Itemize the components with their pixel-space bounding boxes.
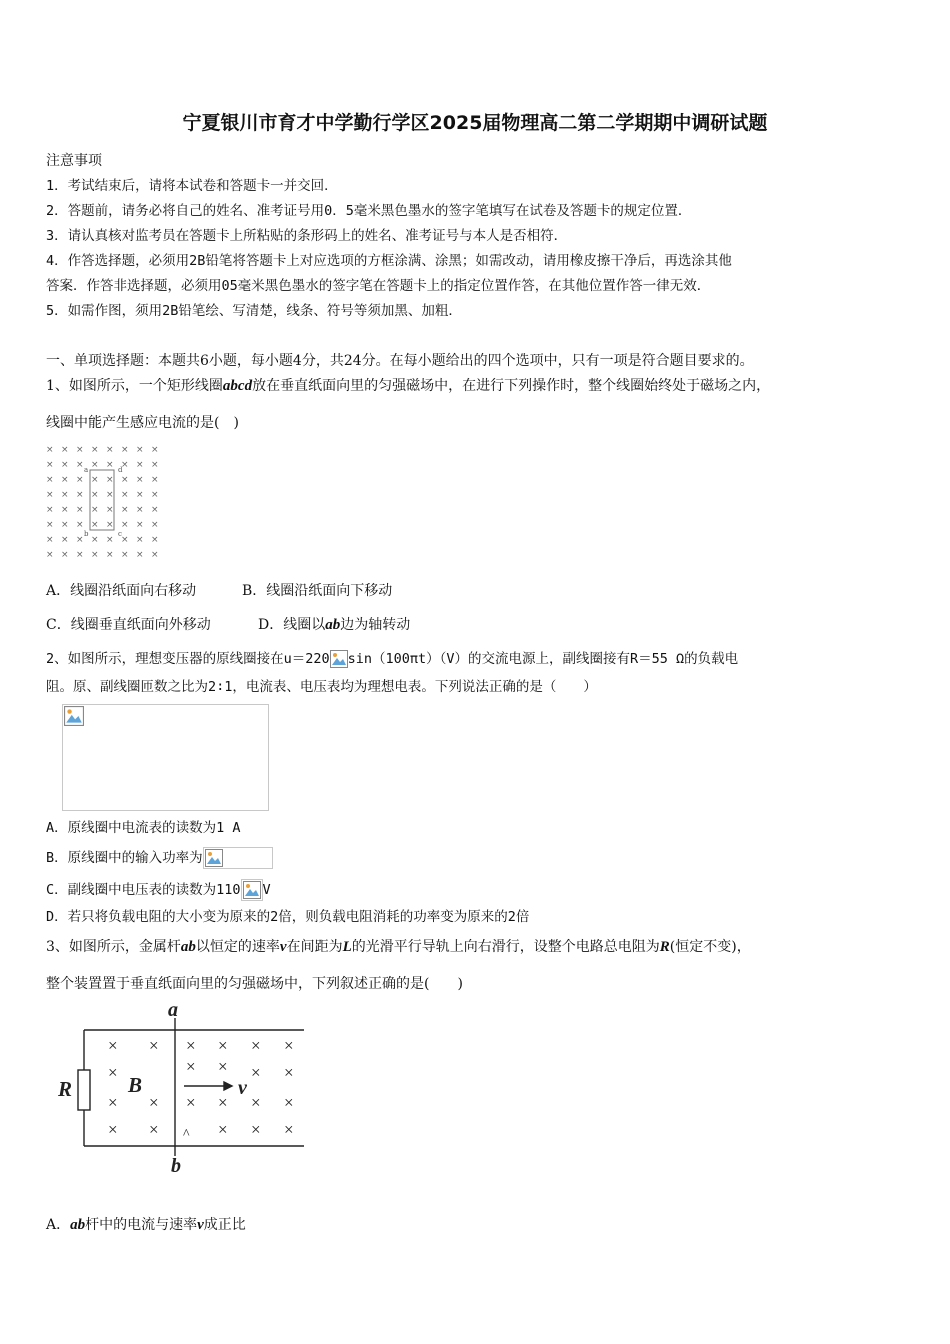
field-cross: × [151, 445, 159, 455]
broken-image-icon [205, 849, 223, 867]
notice-item-5: 5．如需作图，须用2B铅笔绘、写清楚，线条、符号等须加黑、加粗． [46, 303, 462, 319]
field-cross: × [136, 520, 144, 530]
field-cross: × [91, 445, 99, 455]
q2-option-a: A．原线圈中电流表的读数为1 A [46, 820, 241, 836]
field-cross: × [76, 475, 84, 485]
field-cross: × [91, 505, 99, 515]
notice-item-4: 4．作答选择题，必须用2B铅笔将答题卡上对应选项的方框涂满、涂黑；如需改动，请用橡皮擦干净后，再选涂其他 [46, 253, 732, 269]
field-cross: × [136, 475, 144, 485]
field-cross: × [284, 1036, 294, 1055]
q3-caret: ^ [183, 1127, 190, 1142]
field-cross: × [108, 1093, 118, 1112]
field-cross: × [151, 460, 159, 470]
q1-stem-line2: 线圈中能产生感应电流的是( ) [46, 415, 239, 431]
field-cross: × [61, 550, 69, 560]
q3-label-v: v [238, 1077, 247, 1099]
q1-label-d: d [118, 466, 123, 474]
q3-label-b: b [171, 1155, 181, 1177]
field-cross: × [218, 1057, 228, 1076]
field-cross: × [61, 445, 69, 455]
field-cross: × [108, 1063, 118, 1082]
field-cross: × [136, 505, 144, 515]
field-cross: × [91, 550, 99, 560]
field-cross: × [121, 520, 129, 530]
field-cross: × [121, 445, 129, 455]
q1-option-b: B．线圈沿纸面向下移动 [242, 583, 393, 599]
q1-label-c: c [118, 530, 122, 538]
field-cross: × [76, 520, 84, 530]
q2-option-b-image [203, 847, 273, 869]
q3-stem: 3、如图所示，金属杆ab以恒定的速率v在间距为L的光滑平行导轨上向右滑行，设整个电路总电阻为R(恒定不变)， [46, 939, 751, 955]
field-cross: × [76, 460, 84, 470]
field-cross: × [61, 490, 69, 500]
field-cross: × [76, 550, 84, 560]
field-cross: × [151, 475, 159, 485]
field-cross: × [106, 460, 114, 470]
field-cross: × [106, 520, 114, 530]
q3-label-R: R [58, 1077, 73, 1101]
field-cross: × [61, 535, 69, 545]
field-cross: × [186, 1093, 196, 1112]
field-cross: × [218, 1120, 228, 1139]
field-cross: × [251, 1036, 261, 1055]
field-cross: × [46, 505, 54, 515]
field-cross: × [121, 490, 129, 500]
field-cross: × [136, 490, 144, 500]
field-cross: × [46, 460, 54, 470]
page-title: 宁夏银川市育才中学勤行学区2025届物理高二第二学期期中调研试题 [182, 112, 768, 134]
field-cross: × [46, 490, 54, 500]
field-cross: × [61, 505, 69, 515]
field-cross: × [91, 520, 99, 530]
field-cross: × [136, 445, 144, 455]
section-heading: 一、单项选择题：本题共6小题，每小题4分，共24分。在每小题给出的四个选项中，只有一项是符合题目要求的。 [46, 353, 754, 369]
notice-item-2: 2．答题前，请务必将自己的姓名、准考证号用0．5毫米黑色墨水的签字笔填写在试卷及答题卡的规定位置． [46, 203, 692, 219]
field-cross: × [151, 535, 159, 545]
field-cross: × [106, 550, 114, 560]
broken-image-icon [243, 881, 261, 899]
field-cross: × [149, 1120, 159, 1139]
notice-heading: 注意事项 [46, 153, 102, 169]
q1-stem: 1、如图所示，一个矩形线圈abcd放在垂直纸面向里的匀强磁场中，在进行下列操作时，整个线圈始终处于磁场之内， [46, 378, 771, 394]
q1-option-c: C．线圈垂直纸面向外移动 [46, 617, 211, 633]
field-cross: × [136, 535, 144, 545]
field-cross: × [91, 475, 99, 485]
broken-image-icon [64, 706, 84, 726]
field-cross: × [121, 475, 129, 485]
field-cross: × [136, 460, 144, 470]
field-cross: × [76, 535, 84, 545]
field-cross: × [186, 1057, 196, 1076]
field-cross: × [61, 520, 69, 530]
field-cross: × [106, 505, 114, 515]
q3-option-a: A．ab杆中的电流与速率v成正比 [46, 1217, 246, 1233]
field-cross: × [108, 1036, 118, 1055]
q3-label-a: a [168, 1000, 178, 1021]
q3-label-B: B [128, 1073, 143, 1097]
field-cross: × [76, 490, 84, 500]
field-cross: × [151, 505, 159, 515]
field-cross: × [46, 445, 54, 455]
field-cross: × [151, 550, 159, 560]
q1-option-d: D．线圈以ab边为轴转动 [258, 617, 411, 633]
field-cross: × [91, 460, 99, 470]
q3-stem-line2: 整个装置置于垂直纸面向里的匀强磁场中，下列叙述正确的是( ) [46, 976, 463, 992]
field-cross: × [121, 550, 129, 560]
q3-arrow-head [224, 1082, 232, 1090]
q3-figure [52, 1000, 312, 1180]
field-cross: × [76, 445, 84, 455]
field-cross: × [251, 1120, 261, 1139]
field-cross: × [76, 505, 84, 515]
field-cross: × [91, 535, 99, 545]
q2-figure-placeholder [62, 704, 269, 811]
broken-image-icon [330, 650, 348, 668]
q1-field-crosses [46, 445, 159, 560]
notice-item-3: 3．请认真核对监考员在答题卡上所粘贴的条形码上的姓名、准考证号与本人是否相符． [46, 228, 568, 244]
field-cross: × [61, 475, 69, 485]
q1-label-b: b [84, 530, 89, 538]
field-cross: × [106, 445, 114, 455]
field-cross: × [218, 1036, 228, 1055]
field-cross: × [284, 1120, 294, 1139]
field-cross: × [218, 1093, 228, 1112]
field-cross: × [46, 550, 54, 560]
field-cross: × [151, 520, 159, 530]
field-cross: × [61, 460, 69, 470]
field-cross: × [121, 460, 129, 470]
q2-stem: 2、如图所示，理想变压器的原线圈接在u＝220 sin（100πt）（V）的交流电源上，副线圈接有R＝55 Ω的负载电 [46, 651, 739, 667]
q1-option-a: A．线圈沿纸面向右移动 [46, 583, 197, 599]
field-cross: × [106, 475, 114, 485]
field-cross: × [186, 1036, 196, 1055]
field-cross: × [46, 520, 54, 530]
q2-option-c: C．副线圈中电压表的读数为110 V [46, 879, 271, 901]
q2-option-c-image [241, 879, 263, 901]
field-cross: × [136, 550, 144, 560]
field-cross: × [284, 1063, 294, 1082]
field-cross: × [106, 535, 114, 545]
field-cross: × [108, 1120, 118, 1139]
field-cross: × [46, 535, 54, 545]
field-cross: × [91, 490, 99, 500]
q1-figure [44, 442, 164, 562]
field-cross: × [151, 490, 159, 500]
field-cross: × [149, 1036, 159, 1055]
field-cross: × [46, 475, 54, 485]
q2-option-d: D．若只将负载电阻的大小变为原来的2倍，则负载电阻消耗的功率变为原来的2倍 [46, 909, 530, 925]
q1-label-a: a [84, 466, 89, 474]
field-cross: × [284, 1093, 294, 1112]
q1-var-abcd: abcd [222, 378, 253, 394]
q3-resistor [78, 1070, 90, 1110]
field-cross: × [121, 505, 129, 515]
field-cross: × [149, 1093, 159, 1112]
notice-item-1: 1．考试结束后，请将本试卷和答题卡一并交回． [46, 178, 338, 194]
field-cross: × [251, 1093, 261, 1112]
q2-stem-line2: 阻。原、副线圈匝数之比为2∶1，电流表、电压表均为理想电表。下列说法正确的是（ ） [46, 679, 597, 695]
field-cross: × [251, 1063, 261, 1082]
field-cross: × [121, 535, 129, 545]
notice-item-4-cont: 答案．作答非选择题，必须用05毫米黑色墨水的签字笔在答题卡上的指定位置作答，在其他位置作答一律无效． [46, 278, 711, 294]
field-cross: × [106, 490, 114, 500]
q2-option-b: B．原线圈中的输入功率为 [46, 847, 273, 869]
